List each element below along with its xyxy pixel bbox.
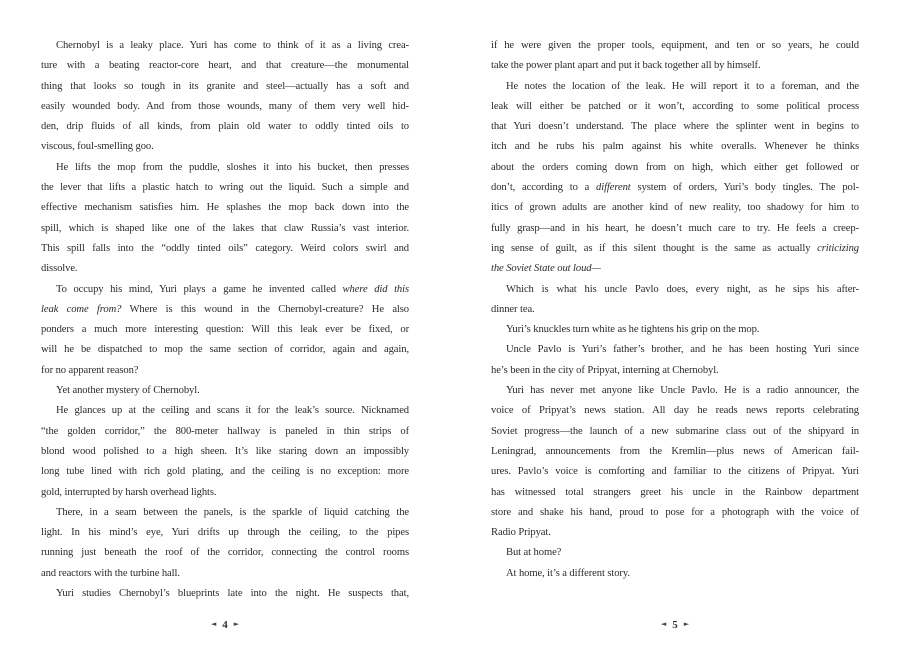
text-line: voice of Pripyat’s news station. All day he reads news reports celebrating [491,405,859,417]
paragraph [491,320,859,340]
text-line: At home, it’s a different story. [506,567,630,579]
text-line: running just beneath the roof of the corridor, connecting the control rooms [41,547,409,559]
text-line: dinner tea. [491,303,535,315]
next-page-icon[interactable]: ► [683,620,690,628]
prev-page-icon[interactable]: ◄ [210,620,217,628]
text-line: will he be dispatched to mop the same section of corridor, again and again, [41,344,409,356]
page-number: 5 [672,619,678,631]
text-line: leak will either be patched or it won’t, according to some political process [491,100,859,112]
text-line: spill, which is shaped like one of the lakes that claw Russia’s vast interior. [41,222,409,234]
text-line: Yuri’s knuckles turn white as he tightens his grip on the mop. [506,324,760,336]
paragraph [41,280,409,381]
text-line: leak come from? Where is this wound in the Chernobyl-creature? He also [41,303,409,315]
prev-page-icon[interactable]: ◄ [660,620,667,628]
text-line: the lever that lifts a plastic hatch to wring out the liquid. Such a simple and [41,182,409,194]
text-line: Leningrad, announcements from the Kremlin—plus news of American fail- [491,445,859,457]
text-line: He notes the location of the leak. He will report it to a foreman, and the [506,80,859,92]
text-line: ures. Pavlo’s voice is comforting and familiar to the citizens of Pripyat. Yuri [491,466,859,478]
text-line: if he were given the proper tools, equipment, and ten or so years, he could [491,40,859,51]
text-line: don’t, according to a different system of orders, Yuri’s body tingles. The pol- [491,182,859,194]
paragraph [491,36,859,77]
text-line: and reactors with the turbine hall. [41,567,180,579]
text-line: Yuri studies Chernobyl’s blueprints late into the night. He suspects that, [56,588,409,600]
text-line: ture with a beating reactor-core heart, and that creature—the monumental [41,60,409,72]
text-line: There, in a seam between the panels, is the sparkle of liquid catching the [56,506,409,518]
text-line: blond wood polished to a high sheen. It’s like staring down an impossibly [41,445,409,457]
text-line: He glances up at the ceiling and scans it for the leak’s source. Nicknamed [56,405,409,417]
text-line: light. In his mind’s eye, Yuri drifts up through the ceiling, to the pipes [41,527,409,539]
paragraph [41,381,409,401]
page-body [41,36,409,604]
text-line: Chernobyl is a leaky place. Yuri has come to think of it as a living crea- [56,40,409,51]
page-number: 4 [222,619,228,631]
text-line: about the orders coming down from on high, which either get followed or [491,161,859,173]
paragraph [491,543,859,563]
text-line: He lifts the mop from the puddle, sloshes it into his bucket, then presses [56,161,409,173]
paragraph [41,584,409,604]
text-line: the Soviet State out loud— [491,263,601,275]
paragraph [41,503,409,584]
text-line: ponders a much more interesting question: Will this leak ever be fixed, or [41,324,409,336]
text-line: itics of grown adults are another kind of new reality, too shadowy for him to [491,202,859,214]
text-line: den, drip fluids of all kinds, from plain old water to oddly tinted oils to [41,121,409,133]
paragraph [491,381,859,543]
page-body [491,36,859,584]
text-line: “the golden corridor,” the 800-meter hallway is paneled in thin strips of [41,425,409,437]
paragraph [491,564,859,584]
paragraph [491,280,859,321]
paragraph [491,340,859,381]
text-line: viscous, foul-smelling goo. [41,141,154,153]
page-right [450,0,900,654]
text-line: Which is what his uncle Pavlo does, every night, as he sips his after- [506,283,859,295]
next-page-icon[interactable]: ► [233,620,240,628]
text-line: Radio Pripyat. [491,527,551,539]
text-line: Yet another mystery of Chernobyl. [56,385,200,397]
text-line: thing that looks so tough in its granite and steel—actually has a soft and [41,80,409,92]
text-line: Uncle Pavlo is Yuri’s father’s brother, and he has been hosting Yuri since [506,344,859,356]
text-line: Yuri has never met anyone like Uncle Pavlo. He is a radio announcer, the [506,385,859,397]
text-line: effective mechanism satisfies him. He splashes the mop back down into the [41,202,409,214]
text-line: This spill falls into the “oddly tinted oils” category. Weird colors swirl and [41,242,409,254]
page-nav [41,615,409,635]
text-line: fully grasp—and in his heart, he doesn’t much care to try. He feels a creep- [491,222,859,234]
text-line: To occupy his mind, Yuri plays a game he invented called where did this [56,283,409,295]
text-line: dissolve. [41,263,78,275]
text-line: itch and he rubs his palm against his white overalls. Whenever he thinks [491,141,859,153]
text-line: gold, interrupted by harsh overhead lights. [41,486,217,498]
text-line: long tube lined with rich gold plating, and the ceiling is no exception: more [41,466,409,478]
paragraph [491,77,859,280]
paragraph [41,158,409,280]
paragraph [41,36,409,158]
text-line: store and shake his hand, proud to pose for a photograph with the voice of [491,506,859,518]
text-line: But at home? [506,547,562,559]
page-nav [491,615,859,635]
text-line: easily wounded body. And from those wounds, many of them very well hid- [41,100,409,112]
text-line: take the power plant apart and put it back together all by himself. [491,60,761,72]
paragraph [41,401,409,502]
text-line: Soviet progress—the launch of a new submarine class out of the shipyard in [491,425,859,437]
text-line: ing sense of guilt, as if this silent thought is the same as actually criticizing [491,242,859,254]
text-line: has witnessed total strangers greet his uncle in the Rainbow department [491,486,859,498]
text-line: he’s been in the city of Pripyat, interning at Chernobyl. [491,364,719,376]
text-line: that Yuri doesn’t understand. The place where the splinter went in begins to [491,121,859,133]
text-line: for no apparent reason? [41,364,139,376]
